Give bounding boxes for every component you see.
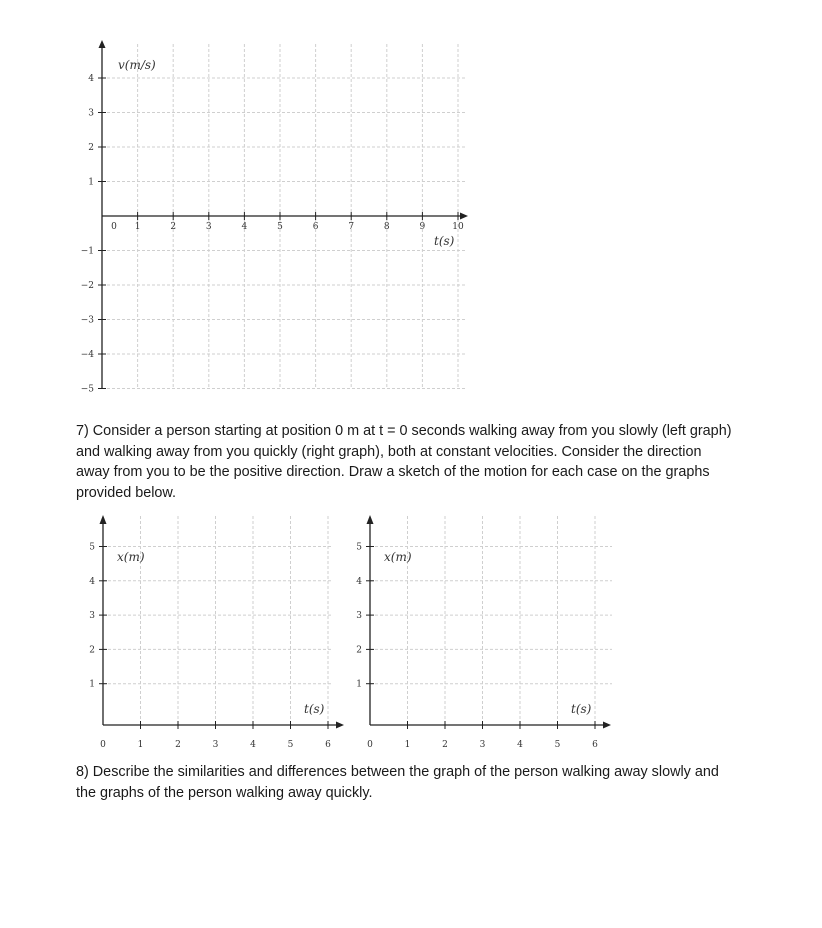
y-tick-label: 1: [356, 679, 362, 690]
x-tick-label: 4: [250, 740, 256, 750]
y-tick-label: −4: [80, 350, 94, 360]
y-tick-label: 2: [88, 143, 94, 153]
x-axis-label: t(s): [304, 702, 325, 716]
y-axis-label: v(m/s): [118, 58, 156, 72]
x-tick-label: 3: [205, 222, 212, 232]
x-tick-label: 0: [111, 222, 117, 232]
question-8: 8) Describe the similarities and differences between the graph of the person walking away slowly and the graphs of the person walking away quickly.: [76, 764, 719, 801]
x-tick-label: 8: [383, 222, 390, 232]
y-tick-label: −5: [80, 384, 94, 395]
x-tick-label: 5: [287, 740, 294, 750]
y-tick-label: 1: [88, 177, 94, 188]
velocity-grid: [81, 40, 468, 395]
x-tick-label: 7: [348, 222, 355, 232]
x-tick-label: 1: [404, 740, 411, 750]
x-tick-label: 6: [312, 222, 319, 232]
x-tick-label: 3: [479, 740, 486, 750]
x-tick-label: 0: [367, 740, 373, 750]
question-7: 7) Consider a person starting at position 0 m at t = 0 seconds walking away from you slowly (left graph) and walking away from you quickly (right graph), both at constant velocities. Consider the direction away from you to be the positive direction. Draw a sketch of the motion for each case on the graphs provided below.: [76, 423, 732, 501]
y-axis-arrow: [99, 40, 106, 48]
x-tick-label: 3: [212, 740, 219, 750]
x-tick-label: 0: [100, 740, 106, 750]
x-tick-label: 1: [134, 222, 141, 232]
x-tick-label: 5: [277, 222, 283, 232]
y-tick-label: 3: [89, 611, 95, 622]
x-tick-label: 2: [442, 740, 448, 750]
y-tick-label: 1: [89, 679, 95, 690]
y-tick-label: 4: [356, 576, 362, 587]
y-tick-label: 5: [356, 542, 362, 553]
y-tick-label: −3: [80, 315, 94, 326]
x-axis-label: t(s): [571, 702, 592, 716]
x-tick-label: 10: [452, 222, 464, 232]
y-axis-label: x(m): [384, 550, 412, 564]
y-tick-label: −1: [80, 246, 94, 257]
y-tick-label: 2: [356, 645, 362, 656]
x-tick-label: 9: [419, 222, 426, 232]
x-tick-label: 6: [325, 740, 331, 750]
x-tick-label: 6: [592, 740, 598, 750]
x-tick-label: 5: [554, 740, 561, 750]
y-axis-label: x(m): [117, 550, 145, 564]
y-tick-label: 3: [88, 108, 94, 119]
x-tick-label: 4: [241, 222, 248, 232]
y-tick-label: −2: [80, 281, 94, 291]
y-tick-label: 4: [89, 576, 95, 587]
x-tick-label: 2: [170, 222, 177, 232]
y-tick-label: 2: [89, 645, 95, 656]
x-axis-arrow: [460, 213, 468, 220]
x-tick-label: 1: [137, 740, 144, 750]
y-tick-label: 4: [88, 74, 94, 84]
x-axis-label: t(s): [434, 234, 455, 248]
y-tick-label: 3: [356, 611, 362, 622]
x-tick-label: 2: [175, 740, 181, 750]
x-tick-label: 4: [517, 740, 523, 750]
y-tick-label: 5: [89, 542, 95, 553]
